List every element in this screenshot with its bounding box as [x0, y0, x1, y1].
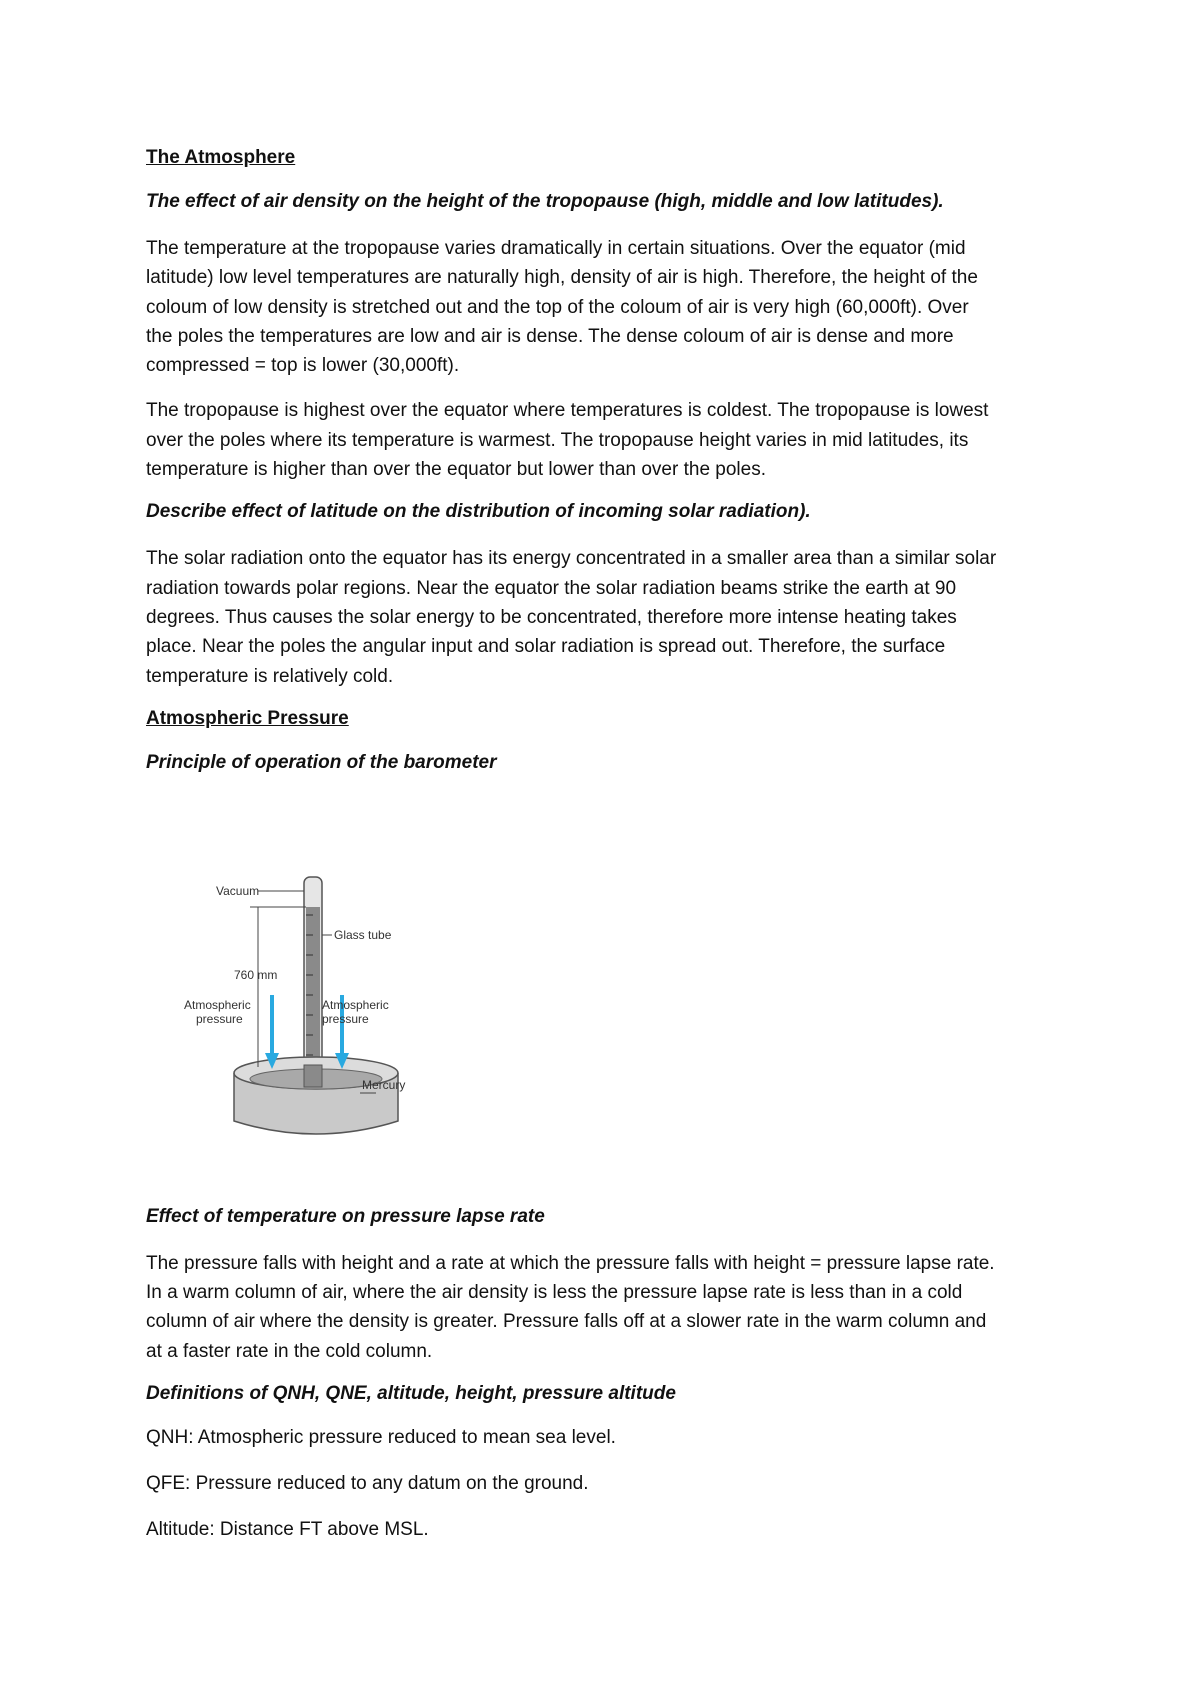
label-height-760mm: 760 mm	[234, 967, 278, 982]
label-vacuum: Vacuum	[216, 883, 260, 898]
text-line: place. Near the poles the angular input and solar radiation is spread out. Therefore, the surface	[146, 636, 946, 658]
text-line: temperature is higher than over the equator but lower than over the poles.	[146, 459, 766, 481]
paragraph-tropopause-height	[146, 396, 1076, 484]
text-line: column of air where the density is greater. Pressure falls off at a slower rate in the warm column and	[146, 1311, 987, 1333]
paragraph-lapse-rate	[146, 1249, 1076, 1366]
text-line: temperature is relatively cold.	[146, 665, 394, 687]
text-line: The temperature at the tropopause varies dramatically in certain situations. Over the equator (mid	[146, 238, 966, 259]
paragraph-solar-radiation	[146, 544, 1076, 690]
text-line: The solar radiation onto the equator has its energy concentrated in a smaller area than a similar solar	[146, 548, 997, 570]
document-content	[146, 146, 1076, 1564]
section-title-atmosphere: The Atmosphere	[146, 147, 296, 168]
text-line: at a faster rate in the cold column.	[146, 1340, 433, 1362]
text-line: In a warm column of air, where the air density is less the pressure lapse rate is less than in a cold	[146, 1282, 963, 1304]
text-line: compressed = top is lower (30,000ft).	[146, 355, 460, 377]
text-line: The tropopause is highest over the equator where temperatures is coldest. The tropopause is lowest	[146, 400, 989, 422]
label-glass-tube: Glass tube	[334, 927, 392, 942]
label-atm-right-1: Atmospheric	[322, 997, 389, 1012]
text-line: over the poles where its temperature is warmest. The tropopause height varies in mid latitudes, its	[146, 429, 969, 451]
text-line: The pressure falls with height and a rate at which the pressure falls with height = pressure lapse rate.	[146, 1252, 995, 1274]
definition-altitude: Altitude: Distance FT above MSL.	[146, 1519, 429, 1541]
subheading-air-density: The effect of air density on the height of the tropopause (high, middle and low latitudes).	[146, 191, 944, 212]
subheading-solar-radiation: Describe effect of latitude on the distribution of incoming solar radiation).	[146, 501, 811, 523]
tube-in-dish	[304, 1065, 322, 1087]
paragraph-tropopause-temperature	[146, 234, 1076, 380]
text-line: the poles the temperatures are low and air is dense. The dense coloum of air is dense and more	[146, 325, 954, 347]
label-mercury: Mercury	[362, 1077, 406, 1092]
subheading-definitions: Definitions of QNH, QNE, altitude, height, pressure altitude	[146, 1383, 676, 1405]
label-atm-left-2: pressure	[196, 1011, 243, 1026]
barometer-svg	[146, 795, 646, 1205]
text-line: degrees. Thus causes the solar energy to be concentrated, therefore more intense heating takes	[146, 606, 957, 628]
text-line: coloum of low density is stretched out and the top of the coloum of air is very high (60,000ft). Over	[146, 296, 969, 318]
section-title-atmospheric-pressure: Atmospheric Pressure	[146, 707, 349, 729]
text-line: radiation towards polar regions. Near the equator the solar radiation beams strike the earth at 90	[146, 577, 957, 599]
definition-qfe: QFE: Pressure reduced to any datum on the ground.	[146, 1473, 589, 1495]
barometer-diagram	[146, 795, 646, 1205]
subheading-barometer: Principle of operation of the barometer	[146, 751, 497, 773]
label-atm-left-1: Atmospheric	[184, 997, 251, 1012]
text-line: latitude) low level temperatures are naturally high, density of air is high. Therefore, the height of the	[146, 267, 978, 289]
subheading-lapse-rate: Effect of temperature on pressure lapse rate	[146, 1205, 545, 1227]
label-atm-right-2: pressure	[322, 1011, 369, 1026]
definition-qnh: QNH: Atmospheric pressure reduced to mean sea level.	[146, 1427, 616, 1449]
